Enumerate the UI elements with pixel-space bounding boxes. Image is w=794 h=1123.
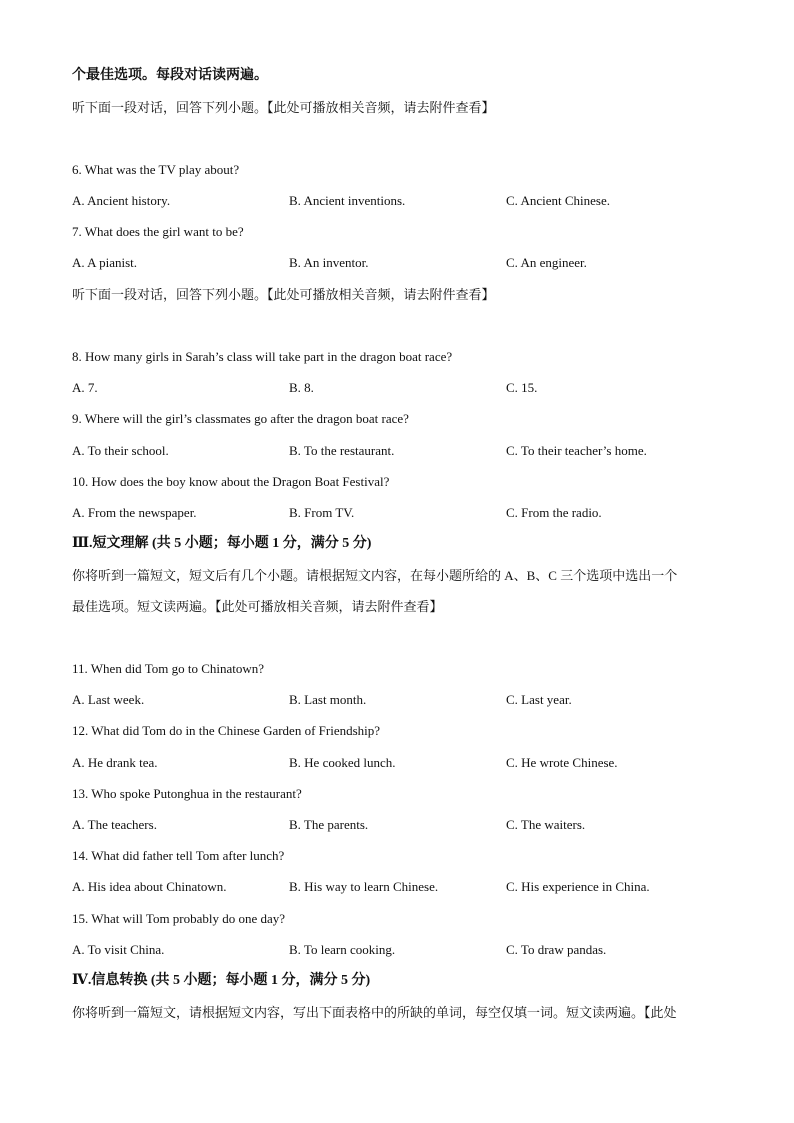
question-14: 14. What did father tell Tom after lunch? — [72, 848, 285, 863]
section-4-instruction: 你将听到一篇短文，请根据短文内容，写出下面表格中的所缺的单词，每空仅填一词。短文读两遍。【此处 — [72, 1005, 677, 1020]
instruction-heading: 个最佳选项。每段对话读两遍。 — [72, 68, 268, 83]
q10-option-a: A. From the newspaper. — [72, 505, 197, 520]
q10-option-b: B. From TV. — [289, 505, 355, 520]
q7-option-a: A. A pianist. — [72, 255, 138, 270]
q8-option-b: B. 8. — [289, 380, 314, 395]
q7-option-c: C. An engineer. — [506, 255, 587, 270]
section-3-instruction: 最佳选项。短文读两遍。【此处可播放相关音频，请去附件查看】 — [72, 599, 443, 614]
q9-option-a: A. To their school. — [72, 443, 169, 458]
section-3-heading: Ⅲ.短文理解 (共 5 小题；每小题 1 分，满分 5 分) — [72, 536, 372, 551]
audio-instruction: 听下面一段对话，回答下列小题。【此处可播放相关音频，请去附件查看】 — [72, 100, 495, 115]
q12-option-a: A. He drank tea. — [72, 755, 158, 770]
question-6: 6. What was the TV play about? — [72, 162, 240, 177]
q12-option-b: B. He cooked lunch. — [289, 755, 396, 770]
q11-option-a: A. Last week. — [72, 692, 145, 707]
q13-option-a: A. The teachers. — [72, 817, 157, 832]
q15-option-b: B. To learn cooking. — [289, 942, 396, 957]
q9-option-b: B. To the restaurant. — [289, 443, 395, 458]
q6-option-a: A. Ancient history. — [72, 193, 171, 208]
question-7: 7. What does the girl want to be? — [72, 224, 244, 239]
question-15: 15. What will Tom probably do one day? — [72, 911, 286, 926]
q15-option-a: A. To visit China. — [72, 942, 165, 957]
q13-option-b: B. The parents. — [289, 817, 369, 832]
q14-option-a: A. His idea about Chinatown. — [72, 879, 227, 894]
q6-option-c: C. Ancient Chinese. — [506, 193, 610, 208]
q11-option-c: C. Last year. — [506, 692, 572, 707]
q15-option-c: C. To draw pandas. — [506, 942, 607, 957]
q10-option-c: C. From the radio. — [506, 505, 602, 520]
section-3-instruction: 你将听到一篇短文，短文后有几个小题。请根据短文内容，在每小题所给的 A、B、C 三个选项中选出一个 — [72, 568, 678, 583]
question-11: 11. When did Tom go to Chinatown? — [72, 661, 265, 676]
question-12: 12. What did Tom do in the Chinese Garden of Friendship? — [72, 723, 381, 738]
question-8: 8. How many girls in Sarah’s class will take part in the dragon boat race? — [72, 349, 453, 364]
q7-option-b: B. An inventor. — [289, 255, 369, 270]
q12-option-c: C. He wrote Chinese. — [506, 755, 618, 770]
question-9: 9. Where will the girl’s classmates go after the dragon boat race? — [72, 411, 409, 426]
q8-option-a: A. 7. — [72, 380, 98, 395]
q6-option-b: B. Ancient inventions. — [289, 193, 406, 208]
q14-option-b: B. His way to learn Chinese. — [289, 879, 439, 894]
q8-option-c: C. 15. — [506, 380, 538, 395]
section-4-heading: Ⅳ.信息转换 (共 5 小题；每小题 1 分，满分 5 分) — [72, 973, 371, 988]
q14-option-c: C. His experience in China. — [506, 879, 650, 894]
question-13: 13. Who spoke Putonghua in the restaurant? — [72, 786, 302, 801]
q11-option-b: B. Last month. — [289, 692, 367, 707]
audio-instruction: 听下面一段对话，回答下列小题。【此处可播放相关音频，请去附件查看】 — [72, 287, 495, 302]
q9-option-c: C. To their teacher’s home. — [506, 443, 647, 458]
question-10: 10. How does the boy know about the Dragon Boat Festival? — [72, 474, 390, 489]
q13-option-c: C. The waiters. — [506, 817, 586, 832]
